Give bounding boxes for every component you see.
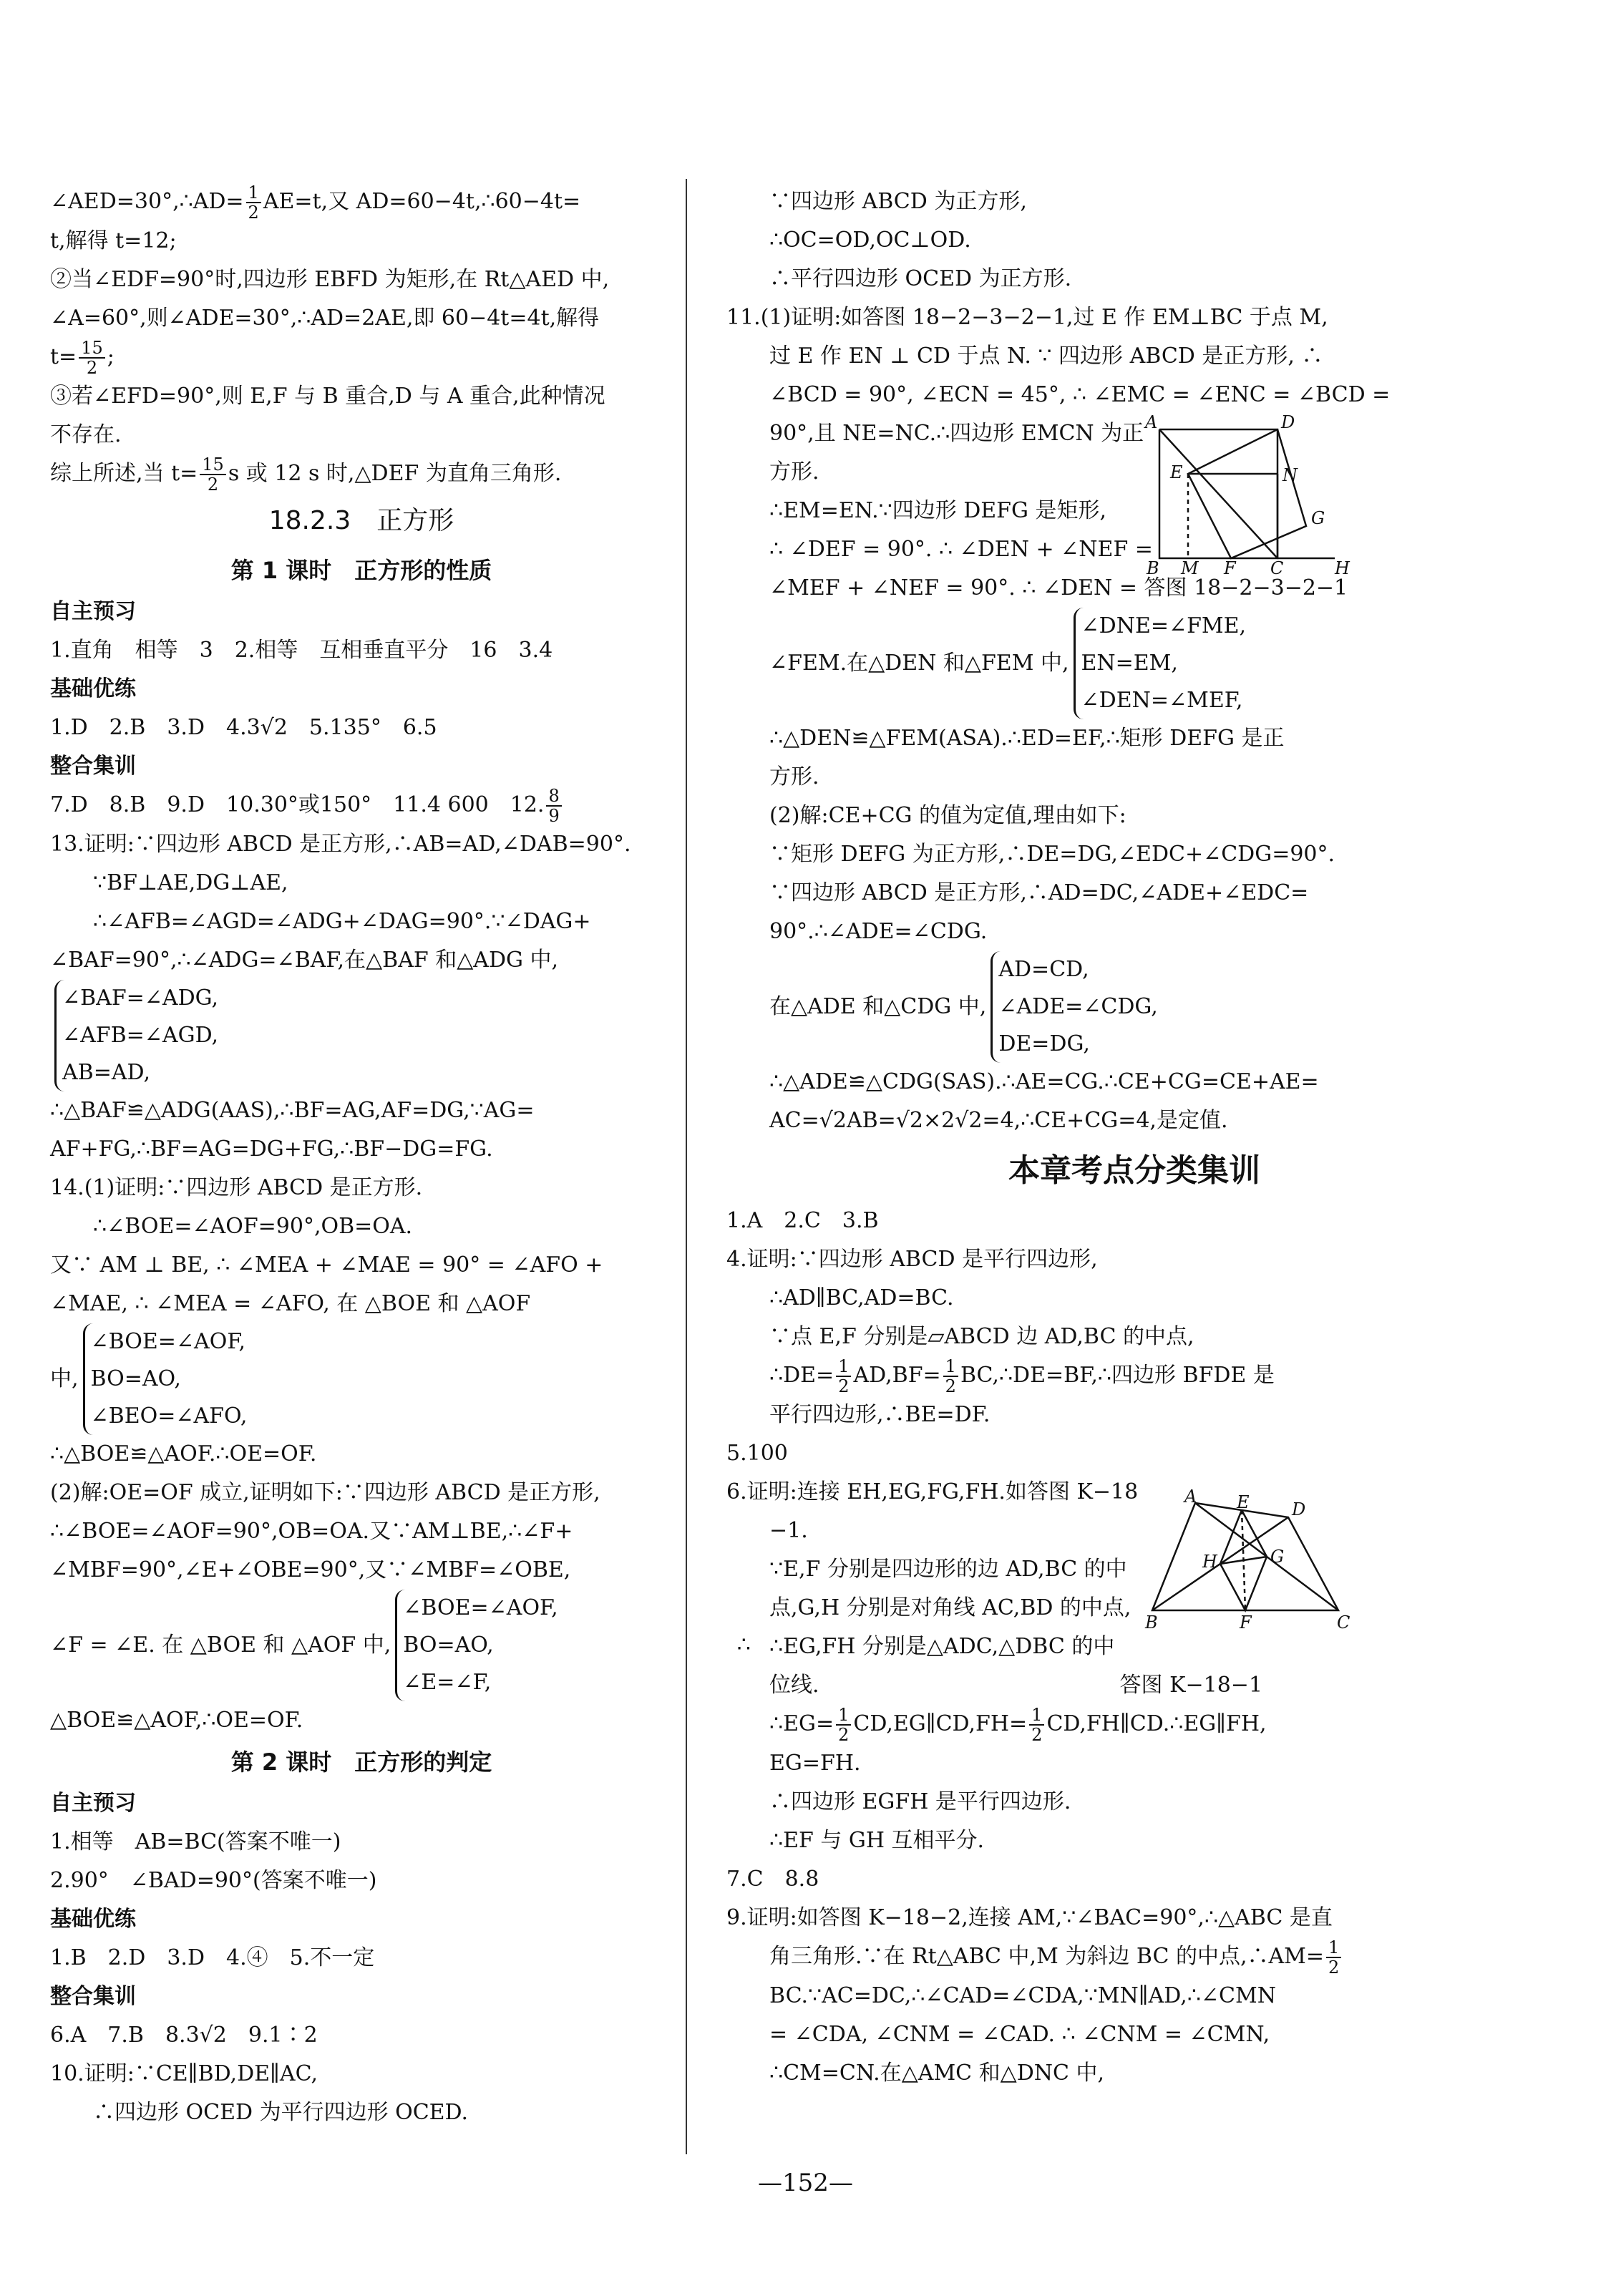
figure-caption: 答图 K−18−1 <box>1119 1673 1263 1698</box>
text-line: ∴EF 与 GH 互相平分. <box>769 1828 985 1853</box>
fig1-label: M <box>1181 558 1199 578</box>
text-line: ∴EG,FH 分别是△ADC,△DBC 的中 <box>769 1634 1115 1659</box>
text-line: ∠BCD = 90°, ∠ECN = 45°, ∴ ∠EMC = ∠ENC = ∠BCD = <box>769 382 1391 407</box>
text-line: 90°.∴∠ADE=∠CDG. <box>769 919 988 944</box>
text-line: ∵四边形 ABCD 为正方形, <box>769 189 1027 214</box>
fig1-label: H <box>1335 558 1350 578</box>
text-line: ∵四边形 ABCD 是正方形,∴AD=DC,∠ADE+∠EDC= <box>769 880 1309 905</box>
answer-line: 1.相等 AB=BC(答案不唯一) <box>50 1829 341 1854</box>
text-line: EG=FH. <box>769 1751 861 1776</box>
text-line: 点,G,H 分别是对角线 AC,BD 的中点, <box>769 1595 1131 1620</box>
subsection-heading: 基础优练 <box>50 1907 136 1932</box>
lesson-title: 第 1 课时 正方形的性质 <box>230 557 492 584</box>
subsection-heading: 整合集训 <box>50 1984 136 2009</box>
subsection-heading: 基础优练 <box>50 676 136 701</box>
text-line: 14.(1)证明:∵四边形 ABCD 是正方形. <box>50 1175 423 1200</box>
equation-system: ∠BAF=∠ADG, ∠AFB=∠AGD, AB=AD, <box>50 980 673 1091</box>
figure-quadrilateral-diagram <box>1145 1487 1353 1633</box>
left-column <box>50 183 751 2132</box>
fig2-label: E <box>1237 1492 1250 1512</box>
answer-line: 7.D 8.B 9.D 10.30°或150° 11.4 600 12. $\frac{8}{9}$ <box>50 786 673 825</box>
section-title: 18.2.3 正方形 <box>268 506 454 535</box>
equation-system: 中, ∠BOE=∠AOF, BO=AO, ∠BEO=∠AFO, <box>50 1323 673 1435</box>
fig2-label: A <box>1184 1487 1197 1507</box>
fig2-label: F <box>1240 1612 1252 1633</box>
fig2-label: G <box>1270 1547 1285 1567</box>
fig2-label: H <box>1202 1552 1217 1572</box>
quadrilateral-abcd <box>1152 1503 1338 1610</box>
text-line: ∴ ∠DEF = 90°. ∴ ∠DEN + ∠NEF = <box>769 537 1153 562</box>
text-line: ∴△DEN≌△FEM(ASA).∴ED=EF,∴矩形 DEFG 是正 <box>769 726 1285 751</box>
text-line: (2)解:CE+CG 的值为定值,理由如下: <box>769 803 1126 828</box>
text-line: ③若∠EFD=90°,则 E,F 与 B 重合,D 与 A 重合,此种情况 <box>50 384 605 409</box>
text-line: ∴CM=CN.在△AMC 和△DNC 中, <box>769 2061 1105 2086</box>
text-line: ∴OC=OD,OC⊥OD. <box>769 228 971 253</box>
figure-square-diagram <box>1138 412 1353 578</box>
text-line: ∴△ADE≌△CDG(SAS).∴AE=CG.∴CE+CG=CE+AE= <box>769 1069 1319 1094</box>
subsection-heading: 自主预习 <box>50 1791 136 1816</box>
equation-system: 在△ADE 和△CDG 中, AD=CD, ∠ADE=∠CDG, DE=DG, <box>726 951 1542 1063</box>
text-line: ∴四边形 EGFH 是平行四边形. <box>769 1789 1071 1814</box>
text-line: ∠AED=30°,∴AD= $\frac{1}{2}$ AE=t,又 AD=60−4t,∴60−4t= <box>50 183 581 223</box>
text-line: ∴∠AFB=∠AGD=∠ADG+∠DAG=90°.∵∠DAG+ <box>93 909 591 934</box>
text-line: ∠MBF=90°,∠E+∠OBE=90°,又∵∠MBF=∠OBE, <box>50 1557 571 1582</box>
fig1-label: B <box>1147 558 1159 578</box>
fig1-label: D <box>1281 412 1295 432</box>
text-line: ∴∠BOE=∠AOF=90°,OB=OA. <box>93 1214 413 1239</box>
fig1-label: G <box>1311 508 1325 528</box>
text-line: 过 E 作 EN ⊥ CD 于点 N. ∵ 四边形 ABCD 是正方形, ∴ <box>769 344 1323 369</box>
text-line: ∵矩形 DEFG 为正方形,∴DE=DG,∠EDC+∠CDG=90°. <box>769 842 1335 867</box>
text-line: 90°,且 NE=NC.∴四边形 EMCN 为正 <box>769 421 1144 446</box>
text-line: ∴EG= $\frac{1}{2}$ CD,EG∥CD,FH= $\frac{1}{2}$ CD,FH∥CD.∴EG∥FH, <box>769 1705 1267 1745</box>
text-line: t= $\frac{15}{2}$ ; <box>50 338 115 378</box>
text-line: t,解得 t=12; <box>50 228 177 253</box>
text-line: 又∵ AM ⊥ BE, ∴ ∠MEA + ∠MAE = 90° = ∠AFO + <box>50 1252 603 1278</box>
answer-line: 1.B 2.D 3.D 4.④ 5.不一定 <box>50 1945 375 1970</box>
figure-caption: 答图 18−2−3−2−1 <box>1144 575 1348 600</box>
text-line: ∴平行四边形 OCED 为正方形. <box>769 266 1072 291</box>
text-line: ∵BF⊥AE,DG⊥AE, <box>93 870 288 895</box>
text-line: −1. <box>769 1518 808 1543</box>
text-line: ∴EM=EN.∵四边形 DEFG 是矩形, <box>769 498 1107 523</box>
text-line: ∠MAE, ∴ ∠MEA = ∠AFO, 在 △BOE 和 △AOF <box>50 1291 531 1316</box>
answer-line: 7.C 8.8 <box>726 1867 819 1892</box>
text-line: ∠BAF=90°,∴∠ADG=∠BAF,在△BAF 和△ADG 中, <box>50 948 559 973</box>
answer-line: 1.直角 相等 3 2.相等 互相垂直平分 16 3.4 <box>50 638 553 663</box>
text-line: ∴∠BOE=∠AOF=90°,OB=OA.又∵AM⊥BE,∴∠F+ <box>50 1519 573 1544</box>
text-line: 综上所述,当 t= $\frac{15}{2}$ s 或 12 s 时,△DEF 为直角三角形. <box>50 454 562 495</box>
chapter-title: 本章考点分类集训 <box>1008 1152 1260 1189</box>
text-line: 9.证明:如答图 K−18−2,连接 AM,∵∠BAC=90°,∴△ABC 是直 <box>726 1905 1333 1930</box>
fig1-label: F <box>1224 558 1236 578</box>
text-line: 方形. <box>769 764 819 789</box>
text-line: 位线. 答图 K−18−1 <box>769 1673 1263 1698</box>
fig2-label: C <box>1337 1612 1350 1633</box>
text-line: ∴四边形 OCED 为平行四边形 OCED. <box>93 2100 469 2125</box>
text-line: 不存在. <box>50 422 122 447</box>
text-line: 4.证明:∵四边形 ABCD 是平行四边形, <box>726 1247 1098 1272</box>
text-line: ②当∠EDF=90°时,四边形 EBFD 为矩形,在 Rt△AED 中, <box>50 267 610 292</box>
text-line: △BOE≌△AOF,∴OE=OF. <box>50 1708 303 1733</box>
subsection-heading: 自主预习 <box>50 599 136 624</box>
text-line: 11.(1)证明:如答图 18−2−3−2−1,过 E 作 EM⊥BC 于点 M, <box>726 305 1328 330</box>
column-divider <box>686 179 687 2154</box>
text-line: (2)解:OE=OF 成立,证明如下:∵四边形 ABCD 是正方形, <box>50 1480 600 1505</box>
fig2-label: D <box>1292 1499 1306 1519</box>
text-line: ∵点 E,F 分别是▱ABCD 边 AD,BC 的中点, <box>769 1324 1194 1349</box>
text-line: ∴AD∥BC,AD=BC. <box>769 1285 954 1310</box>
text-line: 6.证明:连接 EH,EG,FG,FH.如答图 K−18 <box>726 1479 1139 1504</box>
answer-line: 1.D 2.B 3.D 4.3√2 5.135° 6.5 <box>50 715 437 740</box>
fig1-label: E <box>1170 462 1183 482</box>
fig1-label: N <box>1283 465 1298 485</box>
text-line: = ∠CDA, ∠CNM = ∠CAD. ∴ ∠CNM = ∠CMN, <box>769 2022 1270 2047</box>
answer-line: 6.A 7.B 8.3√2 9.1∶2 <box>50 2023 318 2048</box>
text-line: ∴△BOE≌△AOF.∴OE=OF. <box>50 1441 317 1466</box>
equation-system: ∠FEM.在△DEN 和△FEM 中, ∠DNE=∠FME, EN=EM, ∠DEN=∠MEF, <box>726 608 1542 719</box>
text-line: ∠A=60°,则∠ADE=30°,∴AD=2AE,即 60−4t=4t,解得 <box>50 306 600 331</box>
answer-line: 5.100 <box>726 1441 788 1466</box>
answer-line: 2.90° ∠BAD=90°(答案不唯一) <box>50 1868 377 1893</box>
text-line: ∴DE= $\frac{1}{2}$ AD,BF= $\frac{1}{2}$ BC,∴DE=BF,∴四边形 BFDE 是 <box>769 1356 1275 1396</box>
text-line: BC.∵AC=DC,∴∠CAD=∠CDA,∵MN∥AD,∴∠CMN <box>769 1983 1276 2008</box>
text-line: 方形. <box>769 459 819 485</box>
fig1-label: C <box>1270 558 1284 578</box>
fig1-label: A <box>1145 412 1158 432</box>
text-line: ∵E,F 分别是四边形的边 AD,BC 的中 <box>769 1557 1127 1582</box>
equation-system: ∠F = ∠E. 在 △BOE 和 △AOF 中, ∠BOE=∠AOF, BO=AO, ∠E=∠F, ∴ <box>50 1590 673 1701</box>
fig2-label: B <box>1145 1612 1158 1633</box>
text-line: AF+FG,∴BF=AG=DG+FG,∴BF−DG=FG. <box>50 1137 493 1162</box>
text-line: ∠MEF + ∠NEF = 90°. ∴ ∠DEN = 答图 18−2−3−2−1 <box>769 575 1348 600</box>
right-column <box>726 183 1542 2093</box>
text-line: 13.证明:∵四边形 ABCD 是正方形,∴AB=AD,∠DAB=90°. <box>50 832 631 857</box>
lesson-title: 第 2 课时 正方形的判定 <box>230 1748 492 1776</box>
subsection-heading: 整合集训 <box>50 754 136 779</box>
text-line: 角三角形.∵在 Rt△ABC 中,M 为斜边 BC 的中点,∴AM= $\frac{1}{2}$ <box>726 1937 1542 1977</box>
text-line: AC=√2AB=√2×2√2=4,∴CE+CG=4,是定值. <box>769 1108 1228 1133</box>
text-line: 10.证明:∵CE∥BD,DE∥AC, <box>50 2061 318 2086</box>
text-line: ∴△BAF≌△ADG(AAS),∴BF=AG,AF=DG,∵AG= <box>50 1098 535 1123</box>
text-line: 平行四边形,∴BE=DF. <box>769 1402 991 1427</box>
page-number: —152— <box>758 2169 853 2197</box>
answer-line: 1.A 2.C 3.B <box>726 1208 879 1233</box>
